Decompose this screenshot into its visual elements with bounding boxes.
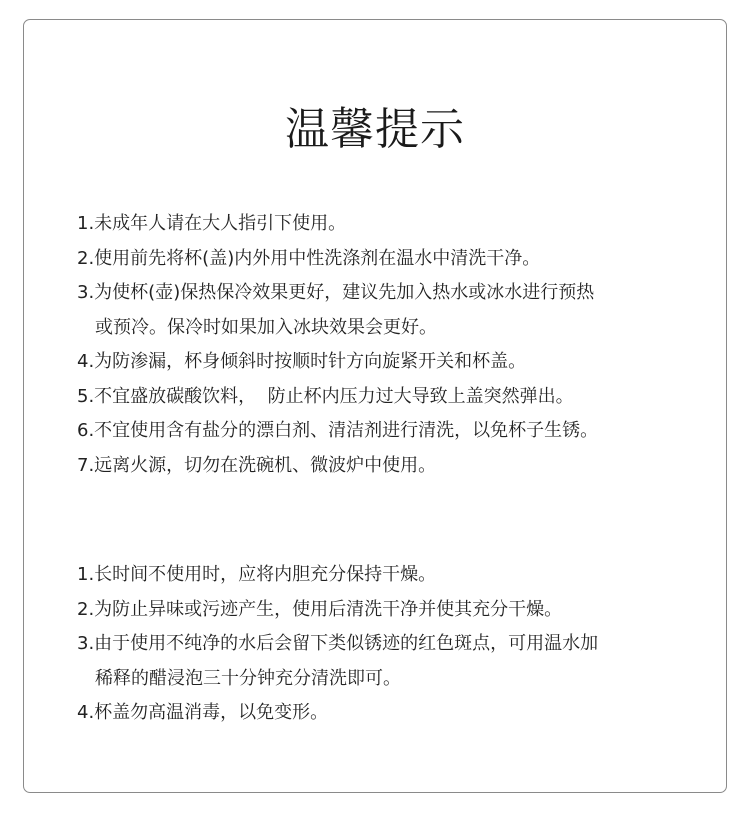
list-item-text: 3.为使杯(壶)保热保冷效果更好，建议先加入热水或冰水进行预热 [77, 282, 595, 303]
list-item [77, 242, 707, 277]
page-title: 温馨提示 [285, 104, 465, 155]
care-tips-list [77, 558, 707, 731]
list-item-text: 4.杯盖勿高温消毒，以免变形。 [77, 702, 329, 723]
list-item-text: 4.为防渗漏，杯身倾斜时按顺时针方向旋紧开关和杯盖。 [77, 351, 527, 372]
list-item-text: 2.使用前先将杯(盖)内外用中性洗涤剂在温水中清洗干净。 [77, 247, 541, 269]
list-item-text: 2.为防止异味或污迹产生，使用后清洗干净并使其充分干燥。 [77, 598, 563, 620]
list-item-text: 1.长时间不使用时，应将内胆充分保持干燥。 [77, 564, 437, 585]
list-item [77, 414, 707, 449]
list-item [77, 380, 707, 415]
list-item-text: 6.不宜使用含有盐分的漂白剂、清洁剂进行清洗，以免杯子生锈。 [77, 420, 599, 441]
list-item [77, 345, 707, 380]
list-item-continuation: 或预冷。保冷时如果加入冰块效果会更好。 [95, 316, 437, 338]
list-item-text: 3.由于使用不纯净的水后会留下类似锈迹的红色斑点，可用温水加 [77, 633, 599, 654]
usage-tips-list [77, 207, 707, 483]
list-item [77, 276, 707, 345]
list-item-text: 1.未成年人请在大人指引下使用。 [77, 213, 347, 234]
list-item [77, 449, 707, 484]
list-item [77, 627, 707, 696]
list-item [77, 593, 707, 628]
list-item [77, 207, 707, 242]
list-item-continuation: 稀释的醋浸泡三十分钟充分清洗即可。 [95, 667, 401, 689]
list-item-text: 5.不宜盛放碳酸饮料， 防止杯内压力过大导致上盖突然弹出。 [77, 385, 574, 407]
notice-card [23, 19, 727, 793]
list-item [77, 696, 707, 731]
list-item [77, 558, 707, 593]
list-item-text: 7.远离火源，切勿在洗碗机、微波炉中使用。 [77, 454, 437, 476]
